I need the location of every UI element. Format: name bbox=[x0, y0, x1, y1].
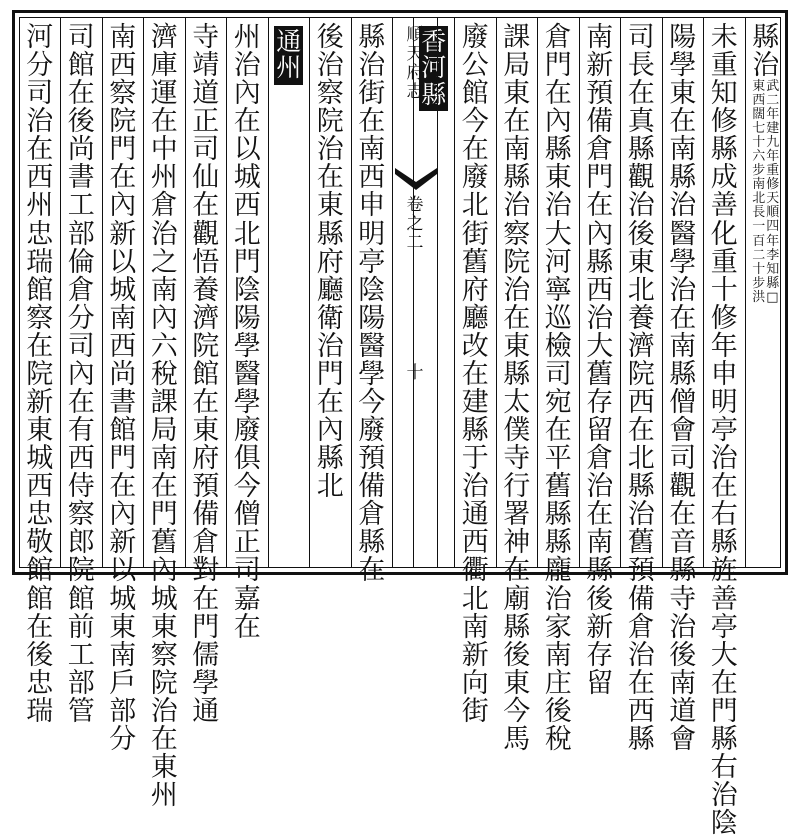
text-run: 南 縣 bbox=[669, 330, 697, 390]
text-run: 旌 善 亭 bbox=[710, 555, 738, 643]
text-run: 右 縣 bbox=[710, 499, 738, 559]
text-run: 館 在 bbox=[67, 50, 95, 110]
text-column bbox=[309, 18, 351, 567]
text-run: 門 在 bbox=[316, 358, 344, 419]
text-run: 通 bbox=[192, 695, 220, 727]
annotation-text: 北 長 bbox=[752, 191, 766, 221]
annotation-text: 四 年 bbox=[766, 219, 780, 249]
text-run: 尚 書 館 bbox=[109, 358, 137, 447]
text-run: 門 bbox=[233, 246, 261, 278]
text-column bbox=[102, 18, 144, 755]
text-run: 後 東 bbox=[503, 639, 531, 699]
annotation-pair bbox=[752, 136, 779, 164]
text-run: 治 在 bbox=[669, 274, 697, 334]
text-run: 右 治 bbox=[710, 752, 738, 812]
annotation-pair bbox=[752, 220, 779, 248]
text-run: 東 城 bbox=[26, 415, 54, 475]
annotation-pair bbox=[752, 192, 779, 220]
text-run: 東 府 bbox=[192, 415, 220, 475]
text-run: 稅 課 局 bbox=[150, 358, 178, 447]
text-run: 南 縣 bbox=[586, 527, 614, 587]
text-run: 知 修 bbox=[710, 78, 738, 138]
text-run: 醫 學 bbox=[669, 218, 697, 278]
text-run: 龐 治 bbox=[544, 555, 572, 615]
text-run: 預 備 倉 bbox=[358, 443, 386, 531]
text-column bbox=[351, 18, 393, 587]
text-run: 河 寧 巡 檢 司 bbox=[544, 246, 572, 390]
text-column bbox=[620, 18, 662, 755]
text-run: 東 在 bbox=[669, 78, 697, 138]
text-run: 門 在 bbox=[109, 134, 137, 194]
text-run: 之 南 bbox=[150, 246, 178, 306]
annotation-text: 天 順 bbox=[766, 191, 780, 221]
annotation-pair bbox=[752, 277, 779, 305]
text-run: 以 城 bbox=[233, 134, 261, 194]
text-run: 院 新 bbox=[26, 358, 54, 419]
text-run: 新 預 備 倉 bbox=[586, 50, 614, 166]
text-column bbox=[143, 18, 185, 812]
text-run: 公 館 bbox=[461, 50, 489, 110]
text-run: 南 在 bbox=[150, 443, 178, 503]
annotation-text: 步 南 bbox=[752, 163, 766, 193]
annotation-text: 年 建 bbox=[766, 107, 780, 137]
text-run: 庄 後 bbox=[544, 667, 572, 727]
text-run: 街 bbox=[461, 218, 489, 250]
annotation-text: 十 六 bbox=[752, 135, 766, 165]
text-run: 寺 治 bbox=[669, 583, 697, 643]
text-run: 司 bbox=[627, 22, 655, 53]
text-run: 舊 存 留 倉 bbox=[586, 358, 614, 475]
annotation-pair bbox=[752, 164, 779, 192]
text-run: 僧 正 司 bbox=[233, 499, 261, 587]
annotation-pair bbox=[752, 249, 779, 277]
text-run: 西 bbox=[26, 471, 54, 503]
text-run: 稅 bbox=[544, 723, 572, 755]
text-run: 陰 bbox=[710, 808, 738, 839]
text-run: 南 bbox=[109, 22, 137, 53]
text-run: 以 城 bbox=[109, 246, 137, 306]
text-run: 東 縣 bbox=[503, 330, 531, 390]
text-run: 建 縣 bbox=[461, 387, 489, 447]
text-run: 治 在 bbox=[586, 471, 614, 531]
text-run: 平 舊 bbox=[544, 443, 572, 503]
text-run: 南 縣 bbox=[669, 134, 697, 194]
text-run: 察 在 bbox=[26, 302, 54, 362]
text-column bbox=[185, 18, 227, 727]
text-run: 治 在 bbox=[503, 274, 531, 334]
text-run: 廢 俱 bbox=[233, 415, 261, 475]
text-run: 治 在 bbox=[150, 695, 178, 755]
text-column bbox=[60, 18, 102, 727]
text-run: 工 部 管 bbox=[67, 639, 95, 727]
text-run: 察 院 bbox=[316, 78, 344, 138]
text-run: 忠 敬 館 bbox=[26, 499, 54, 587]
text-column bbox=[579, 18, 621, 699]
text-run: 治 bbox=[669, 190, 697, 222]
text-run: 衛 治 bbox=[316, 302, 344, 362]
text-run: 工 部 倫 倉 分 司 bbox=[67, 190, 95, 362]
text-run: 家 南 bbox=[544, 611, 572, 671]
text-column bbox=[703, 18, 745, 839]
text-run: 善 化 bbox=[710, 190, 738, 250]
fish-tail-icon bbox=[393, 166, 439, 192]
text-run: 大 bbox=[586, 330, 614, 362]
text-column bbox=[19, 18, 61, 727]
text-run: 西 縣 bbox=[627, 695, 655, 755]
text-run: 內 在 bbox=[233, 78, 261, 138]
text-run: 後 忠 bbox=[26, 639, 54, 699]
text-run: 南 西 bbox=[358, 134, 386, 194]
text-run: 門 在 bbox=[586, 162, 614, 222]
annotation-text: 東 西 bbox=[752, 79, 766, 109]
text-run: 州 治 bbox=[233, 22, 261, 82]
text-run: 治 在 bbox=[627, 639, 655, 699]
text-run: 縣 治 bbox=[358, 22, 386, 82]
page-frame bbox=[12, 10, 788, 839]
text-run: 觀 治 bbox=[627, 162, 655, 222]
text-column bbox=[662, 18, 704, 755]
text-run: 以 城 bbox=[109, 555, 137, 615]
text-run: 東 察 院 bbox=[150, 611, 178, 699]
text-run: 有 西 bbox=[67, 415, 95, 475]
text-run: 後 治 bbox=[316, 22, 344, 82]
text-run: 廢 bbox=[461, 22, 489, 53]
text-run: 今 bbox=[233, 471, 261, 503]
region-heading: 香 河 縣 bbox=[419, 26, 448, 111]
text-run: 門 縣 bbox=[710, 695, 738, 755]
annotation-text: 二 十 bbox=[752, 247, 766, 277]
text-column bbox=[537, 18, 579, 755]
text-run: 真 縣 bbox=[627, 106, 655, 166]
text-run: 養 濟 院 bbox=[627, 302, 655, 390]
text-run: 太 僕 寺 行 署 bbox=[503, 387, 531, 531]
text-run: 南 西 bbox=[109, 302, 137, 362]
text-run: 門 舊 bbox=[150, 499, 178, 559]
text-run: 察 院 bbox=[503, 218, 531, 278]
text-column bbox=[496, 18, 538, 755]
annotation-text: 武 二 bbox=[766, 79, 780, 109]
text-run: 今 在 bbox=[461, 106, 489, 166]
text-run: 觀 在 bbox=[669, 471, 697, 531]
text-run: 修 年 bbox=[710, 302, 738, 362]
text-run: 仙 在 bbox=[192, 162, 220, 222]
text-run: 西 在 bbox=[627, 387, 655, 447]
spine-title: 順 天 府 志 bbox=[406, 25, 424, 103]
text-column bbox=[745, 18, 787, 567]
text-run: 于 治 bbox=[461, 443, 489, 503]
text-run: 舊 府 廳 bbox=[461, 246, 489, 334]
text-run: 廟 縣 bbox=[503, 583, 531, 643]
text-run: 申 明 亭 bbox=[710, 358, 738, 447]
text-run: 後 尚 bbox=[67, 106, 95, 166]
text-run: 內 縣 bbox=[586, 218, 614, 278]
text-run: 侍 察 bbox=[67, 471, 95, 531]
text-run: 瑞 bbox=[26, 695, 54, 727]
text-run: 通 西 bbox=[461, 499, 489, 559]
text-run: 西 察 院 bbox=[109, 50, 137, 138]
text-run: 內 新 bbox=[109, 190, 137, 250]
text-run: 館 在 bbox=[26, 583, 54, 643]
text-run: 縣 縣 bbox=[544, 499, 572, 559]
text-run: 預 備 倉 bbox=[192, 471, 220, 559]
text-run: 濟 庫 bbox=[150, 22, 178, 82]
text-run: 北 bbox=[316, 471, 344, 503]
text-run: 忠 瑞 館 bbox=[26, 218, 54, 306]
text-run: 觀 悟 bbox=[192, 218, 220, 278]
text-run: 養 濟 院 bbox=[192, 274, 220, 362]
text-run: 西 州 bbox=[26, 162, 54, 222]
region-heading: 通 州 bbox=[274, 26, 303, 85]
spine-page-number: 十 bbox=[406, 363, 424, 383]
text-run: 治 在 bbox=[316, 134, 344, 194]
text-run: 醫 學 bbox=[233, 358, 261, 419]
text-run: 治 bbox=[627, 499, 655, 531]
text-run: 東 縣 bbox=[316, 190, 344, 250]
text-run: 神 在 bbox=[503, 527, 531, 587]
text-column bbox=[454, 18, 496, 727]
text-run: 內 在 bbox=[67, 358, 95, 419]
text-run: 館 前 bbox=[67, 583, 95, 643]
text-run: 陽 學 bbox=[669, 22, 697, 82]
text-run: 治 在 bbox=[26, 106, 54, 166]
text-run: 嘉 在 bbox=[233, 583, 261, 643]
text-run: 縣 治 bbox=[752, 22, 780, 82]
text-run: 北 bbox=[627, 274, 655, 306]
text-run: 大 bbox=[544, 218, 572, 250]
text-run: 東 在 bbox=[503, 78, 531, 138]
annotation-text: 李 知 bbox=[766, 247, 780, 277]
text-column bbox=[226, 18, 268, 643]
text-run: 後 bbox=[586, 583, 614, 615]
text-run: 西 治 bbox=[586, 274, 614, 334]
text-run: 縣 成 bbox=[710, 134, 738, 194]
annotation-text: 步 洪 bbox=[752, 275, 766, 305]
text-run: 長 在 bbox=[627, 50, 655, 110]
text-run: 倉 治 bbox=[150, 190, 178, 250]
text-run: 戶 部 分 bbox=[109, 667, 137, 755]
text-run: 內 新 bbox=[109, 499, 137, 559]
text-run: 舊 預 備 倉 bbox=[627, 527, 655, 643]
text-run: 府 廳 bbox=[316, 246, 344, 306]
annotation-text: 縣 □ bbox=[766, 275, 780, 305]
annotation-pair bbox=[752, 108, 779, 136]
text-run: 宛 在 bbox=[544, 387, 572, 447]
annotation-text: 一 百 bbox=[752, 219, 766, 249]
text-run: 運 在 bbox=[150, 78, 178, 138]
text-run: 學 bbox=[192, 667, 220, 699]
text-run: 僧 會 司 bbox=[669, 387, 697, 475]
text-run: 河 分 司 bbox=[26, 22, 54, 110]
text-run: 東 南 bbox=[109, 611, 137, 671]
annotation-text: 闊 七 bbox=[752, 107, 766, 137]
text-run: 北 縣 bbox=[627, 443, 655, 503]
text-run: 廢 bbox=[358, 415, 386, 447]
text-column bbox=[268, 18, 310, 567]
text-run: 中 州 bbox=[150, 134, 178, 194]
text-run: 內 城 bbox=[150, 555, 178, 615]
text-run: 街 在 bbox=[358, 78, 386, 138]
text-run: 郎 院 bbox=[67, 527, 95, 587]
text-run: 後 東 bbox=[627, 218, 655, 278]
text-run: 申 明 亭 bbox=[358, 190, 386, 278]
text-run: 館 在 bbox=[192, 358, 220, 419]
text-run: 門 在 bbox=[544, 50, 572, 110]
text-run: 司 bbox=[67, 22, 95, 53]
text-run: 新 存 留 bbox=[586, 611, 614, 699]
text-run: 對 在 bbox=[192, 555, 220, 615]
text-run: 廢 北 bbox=[461, 162, 489, 222]
annotation-pair bbox=[752, 80, 779, 108]
text-run: 內 縣 bbox=[316, 415, 344, 475]
text-run: 寺 靖 bbox=[192, 22, 220, 82]
text-run: 門 在 bbox=[109, 443, 137, 503]
center-spine bbox=[392, 18, 438, 567]
text-run: 南 bbox=[586, 22, 614, 53]
text-run: 南 縣 bbox=[503, 134, 531, 194]
text-run: 道 會 bbox=[669, 695, 697, 755]
text-run: 未 重 bbox=[710, 22, 738, 82]
text-run: 內 縣 bbox=[544, 106, 572, 166]
text-run: 衢 北 bbox=[461, 555, 489, 615]
text-run: 大 在 bbox=[710, 639, 738, 699]
text-run: 課 局 bbox=[503, 22, 531, 82]
text-run: 東 州 bbox=[150, 752, 178, 812]
text-run: 門 儒 bbox=[192, 611, 220, 671]
text-run: 音 縣 bbox=[669, 527, 697, 587]
text-run: 縣 在 bbox=[358, 527, 386, 587]
annotation-text: 重 修 bbox=[766, 163, 780, 193]
text-run: 西 北 bbox=[233, 190, 261, 250]
text-run: 重 十 bbox=[710, 246, 738, 306]
text-run: 今 bbox=[358, 387, 386, 419]
text-run: 內 六 bbox=[150, 302, 178, 362]
text-run: 向 街 bbox=[461, 667, 489, 727]
text-run: 治 bbox=[503, 190, 531, 222]
text-run: 東 治 bbox=[544, 162, 572, 222]
text-run: 書 bbox=[67, 162, 95, 194]
text-run: 今 馬 bbox=[503, 695, 531, 755]
text-run: 南 新 bbox=[461, 611, 489, 671]
text-run: 道 正 司 bbox=[192, 78, 220, 166]
spine-volume: 卷 之 二 bbox=[406, 195, 424, 254]
text-run: 改 在 bbox=[461, 330, 489, 390]
annotation-text: 九 年 bbox=[766, 135, 780, 165]
text-run: 陰 陽 學 bbox=[233, 274, 261, 362]
text-area bbox=[19, 17, 781, 839]
text-run: 陰 陽 醫 學 bbox=[358, 274, 386, 390]
text-run: 治 在 bbox=[710, 443, 738, 503]
text-run: 後 南 bbox=[669, 639, 697, 699]
text-run: 倉 bbox=[544, 22, 572, 53]
